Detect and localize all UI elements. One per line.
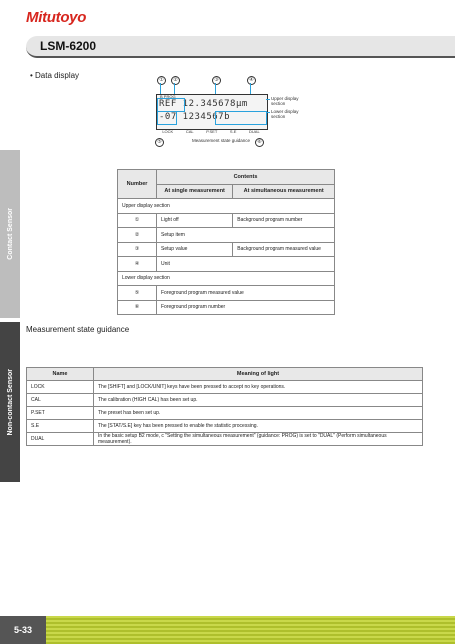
guide-labels [156,129,266,134]
callout-4: ④ [247,76,256,85]
display-contents-table [117,169,335,315]
table-row: CAL The calibration (HIGH CAL) has been set up. [27,394,423,407]
data-display-title: • Data display [30,71,80,80]
section-upper: Upper display section [118,199,335,214]
callout-6: ⑥ [255,138,264,147]
lower-note-line [266,112,270,113]
upper-note-line [266,99,270,100]
guidance-title: Measurement state guidance [26,325,130,334]
lower-display-note: Lower display section [271,109,299,119]
table-row: ② Setup item [118,228,335,243]
guide-se: S.E [229,129,237,134]
prog-label: B PROG [160,94,176,99]
th-number: Number [118,170,157,199]
table-row: ⑥ Foreground program number [118,300,335,315]
highlight-lower-left [157,111,177,125]
table-row: ④ Unit [118,257,335,272]
callout-2: ② [171,76,180,85]
side-tab-non-contact-sensor[interactable]: Non-contact Sensor [0,322,20,482]
highlight-upper-left [157,98,185,112]
model-title: LSM-6200 [40,39,97,53]
guide-pset: P.SET [206,129,218,134]
section-lower: Lower display section [118,271,335,286]
th-contents: Contents [157,170,335,185]
table-row: P.SET The preset has been set up. [27,407,423,420]
measurement-guidance-note: Measurement state guidance [192,138,251,143]
table-row: ① Light off Background program number [118,213,335,228]
model-header [26,36,455,58]
table-row: DUAL In the basic setup B2 mode, c "Setting the simultaneous measurement" (guidance: PROG) is set to "DUAL" (Perform simultaneous measurement). [27,433,423,446]
display-figure [150,74,300,152]
brand-logo: Mitutoyo [26,9,87,26]
table-row: LOCK The [SHIFT] and [LOCK/UNIT] keys have been pressed to accept no key operations. [27,381,423,394]
table-row: ③ Setup value Background program measured value [118,242,335,257]
table-row: S.E The [STAT/S.E] key has been pressed to enable the statistic processing. [27,420,423,433]
th-name: Name [27,368,94,381]
guide-dual: DUAL [249,129,260,134]
callout-5: ⑤ [155,138,164,147]
footer-stripes [46,616,455,644]
upper-display-note: Upper display section [271,96,299,106]
side-tab-contact-sensor[interactable]: Contact Sensor [0,150,20,318]
lcd-lower-value: -07 1234567b [159,112,231,122]
table-row: ⑤ Foreground program measured value [118,286,335,301]
callout-1: ① [157,76,166,85]
page-number: 5-33 [0,616,46,644]
th-single: At single measurement [157,184,233,199]
lcd-display [156,94,268,130]
th-meaning: Meaning of light [94,368,423,381]
guide-lock: LOCK [162,129,174,134]
highlight-lower-right [215,111,267,125]
callout-3: ③ [212,76,221,85]
guidance-table [26,367,423,446]
guide-cal: CAL [185,129,194,134]
lcd-upper-value: REF 12.345678μm [159,99,248,109]
th-simultaneous: At simultaneous measurement [233,184,335,199]
